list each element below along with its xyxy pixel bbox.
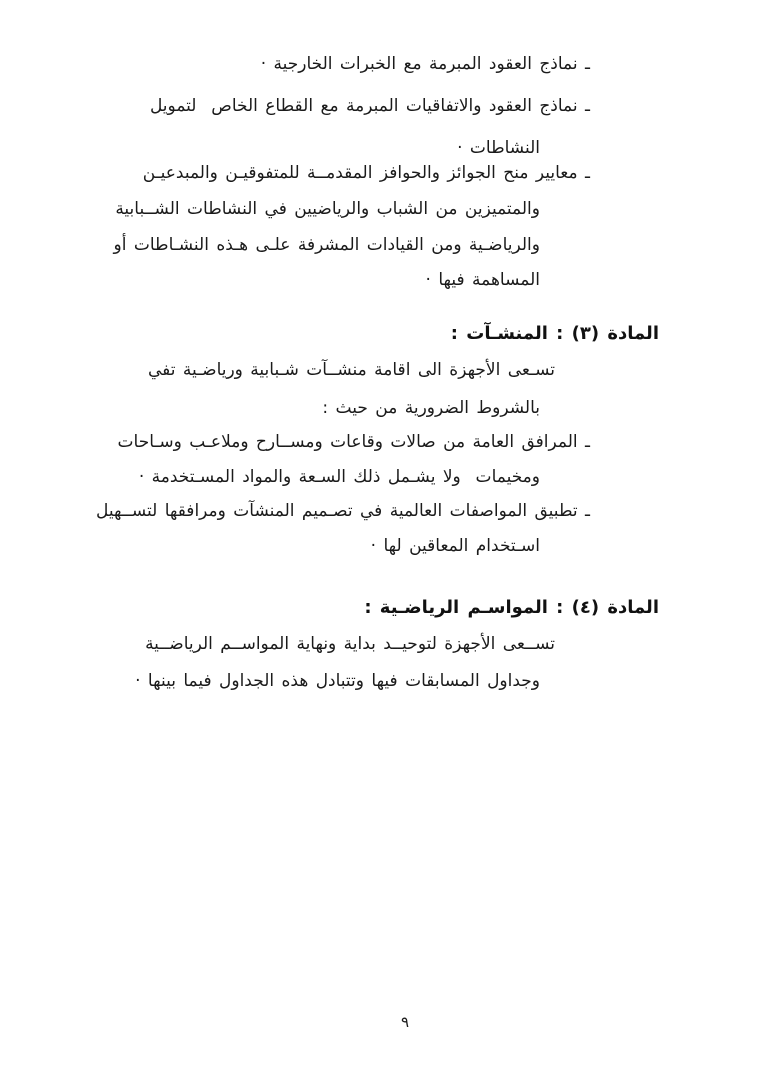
bullet-continuation-line: اسـتخدام المعاقين لها · (370, 536, 540, 556)
bullet-continuation-line: النشاطات · (457, 138, 540, 158)
bullet-continuation-line: ومخيمات ولا يشـمل ذلك السـعة والمواد المسـتخدمة · (138, 467, 540, 487)
bullet-continuation-line: والمتميزين من الشباب والرياضيين في النشاطات الشــبابية (115, 199, 540, 219)
article-3-heading: المادة (٣) : المنشـآت : (450, 323, 659, 344)
bullet-line: ـ معايير منح الجوائز والحوافز المقدمــة للمتفوقيـن والمبدعيـن (142, 163, 590, 183)
bullet-line: ـ نماذج العقود المبرمة مع الخبرات الخارجية · (260, 54, 590, 74)
page-number: ٩ (401, 1013, 410, 1031)
bullet-continuation-line: والرياضـية ومن القيادات المشرفة علـى هـذه النشـاطات أو (113, 235, 540, 255)
bullet-line: ـ نماذج العقود والاتفاقيات المبرمة مع القطاع الخاص لتمويل (149, 96, 590, 116)
bullet-continuation-line: المساهمة فيها · (425, 270, 540, 290)
bullet-line: ـ تطبيق المواصفات العالمية في تصـميم المنشآت ومرافقها لتســهيل (96, 501, 590, 521)
article-3-intro-line: تسـعى الأجهزة الى اقامة منشــآت شـبابية ورياضـية تفي (148, 360, 555, 380)
article-4-heading: المادة (٤) : المواسـم الرياضـية : (364, 597, 659, 618)
article-4-intro-line: تســعى الأجهزة لتوحيــد بداية ونهاية المواســم الرياضــية (145, 634, 555, 654)
article-4-intro-line: وجداول المسابقات فيها وتتبادل هذه الجداول فيما بينها · (135, 671, 540, 691)
article-3-intro-line: بالشروط الضرورية من حيث : (322, 398, 540, 418)
bullet-line: ـ المرافق العامة من صالات وقاعات ومســارح وملاعـب وسـاحات (117, 432, 590, 452)
